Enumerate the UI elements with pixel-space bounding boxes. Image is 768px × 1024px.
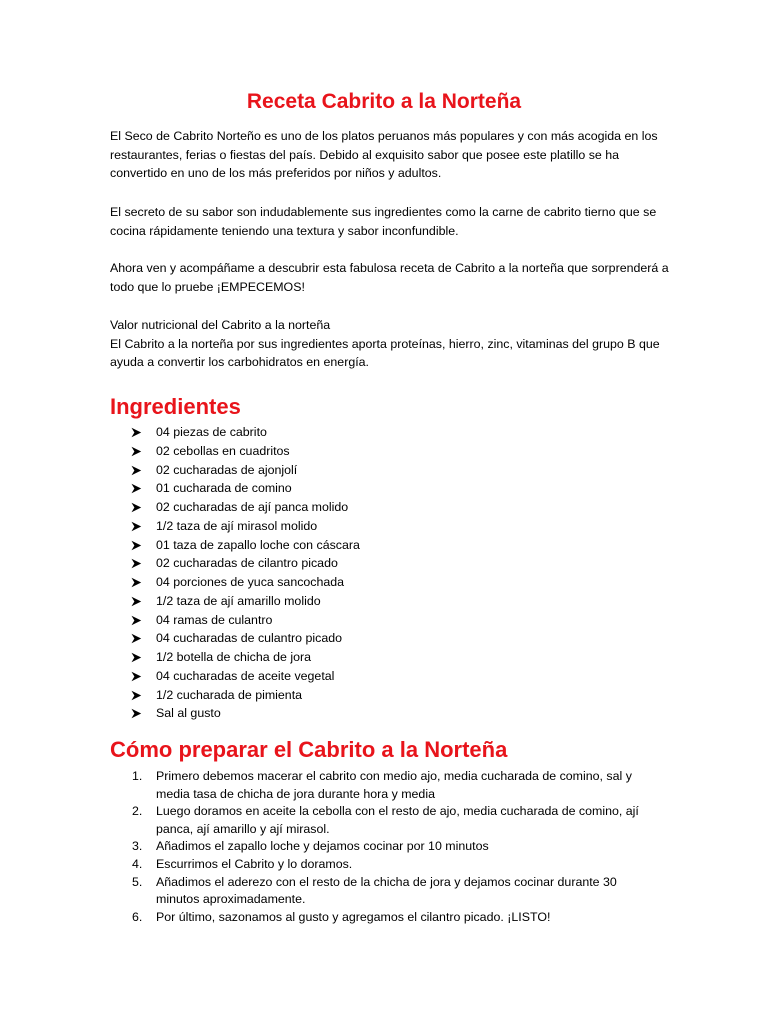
ingredient-item: 1/2 taza de ají mirasol molido — [0, 517, 768, 536]
ingredient-item: 04 piezas de cabrito — [0, 423, 768, 442]
arrowhead-bullet-icon — [131, 652, 142, 663]
preparation-step — [0, 909, 656, 927]
ingredients-heading: Ingredientes — [110, 394, 241, 419]
arrowhead-bullet-icon — [131, 708, 142, 719]
ingredient-item: 02 cucharadas de ají panca molido — [0, 498, 768, 517]
step-text: Luego doramos en aceite la cebolla con el resto de ajo, media cucharada de comino, ají panca, ají amarillo y ají mirasol. — [156, 804, 639, 836]
arrowhead-bullet-icon — [131, 521, 142, 532]
intro-paragraph-2: El secreto de su sabor son indudablemente sus ingredientes como la carne de cabrito tierno que se cocina rápidamente teniendo una textura y sabor inconfundible. — [110, 205, 657, 238]
arrowhead-bullet-icon — [131, 558, 142, 569]
arrowhead-bullet-icon — [131, 446, 142, 457]
ingredient-item: 04 cucharadas de aceite vegetal — [0, 667, 768, 686]
preparation-step — [0, 856, 656, 874]
preparation-step — [0, 874, 656, 909]
arrowhead-bullet-icon — [131, 596, 142, 607]
step-number: 5. — [132, 874, 143, 889]
ingredient-item: 1/2 taza de ají amarillo molido — [0, 592, 768, 611]
ingredient-item: 02 cucharadas de ajonjolí — [0, 461, 768, 480]
ingredient-item: 1/2 cucharada de pimienta — [0, 686, 768, 705]
arrowhead-bullet-icon — [131, 615, 142, 626]
step-number: 4. — [132, 856, 143, 871]
ingredient-item: 04 ramas de culantro — [0, 611, 768, 630]
arrowhead-bullet-icon — [131, 633, 142, 644]
arrowhead-bullet-icon — [131, 671, 142, 682]
arrowhead-bullet-icon — [131, 577, 142, 588]
ingredient-item: 1/2 botella de chicha de jora — [0, 648, 768, 667]
step-text: Primero debemos macerar el cabrito con medio ajo, media cucharada de comino, sal y media tasa de chicha de jora durante hora y media — [156, 769, 632, 801]
intro-paragraph-3: Ahora ven y acompáñame a descubrir esta fabulosa receta de Cabrito a la norteña que sorprenderá a todo que lo pruebe ¡EMPECEMOS! — [110, 261, 669, 294]
nutrition-paragraph: Valor nutricional del Cabrito a la norteña El Cabrito a la norteña por sus ingredientes aporta proteínas, hierro, zinc, vitaminas del grupo B que ayuda a convertir los carbohidratos en energía. — [110, 318, 660, 370]
step-text: Por último, sazonamos al gusto y agregamos el cilantro picado. ¡LISTO! — [156, 909, 551, 924]
step-text: Añadimos el zapallo loche y dejamos cocinar por 10 minutos — [156, 839, 489, 854]
preparation-step — [0, 768, 656, 803]
ingredient-item: 04 cucharadas de culantro picado — [0, 629, 768, 648]
intro-paragraph-1: El Seco de Cabrito Norteño es uno de los platos peruanos más populares y con más acogida en los restaurantes, ferias o fiestas del país. Debido al exquisito sabor que posee este platillo se ha convertido en uno de los más preferidos por niños y adultos. — [110, 129, 658, 181]
step-text: Escurrimos el Cabrito y lo doramos. — [156, 856, 353, 871]
ingredient-item: 01 cucharada de comino — [0, 479, 768, 498]
step-number: 6. — [132, 909, 143, 924]
preparation-steps-list — [0, 768, 768, 926]
ingredient-item: 02 cebollas en cuadritos — [0, 442, 768, 461]
preparation-step — [0, 838, 656, 856]
ingredient-item: 01 taza de zapallo loche con cáscara — [0, 536, 768, 555]
preparation-step — [0, 803, 656, 838]
arrowhead-bullet-icon — [131, 465, 142, 476]
preparation-heading: Cómo preparar el Cabrito a la Norteña — [110, 737, 508, 762]
step-number: 1. — [132, 769, 143, 783]
arrowhead-bullet-icon — [131, 540, 142, 551]
ingredient-item: 04 porciones de yuca sancochada — [0, 573, 768, 592]
arrowhead-bullet-icon — [131, 690, 142, 701]
arrowhead-bullet-icon — [131, 427, 142, 438]
arrowhead-bullet-icon — [131, 483, 142, 494]
arrowhead-bullet-icon — [131, 502, 142, 513]
ingredient-item: 02 cucharadas de cilantro picado — [0, 554, 768, 573]
step-number: 3. — [132, 839, 143, 854]
ingredient-item: Sal al gusto — [0, 704, 768, 723]
step-text: Añadimos el aderezo con el resto de la chicha de jora y dejamos cocinar durante 30 minutos aproximadamente. — [156, 874, 617, 907]
ingredients-list — [0, 423, 768, 723]
step-number: 2. — [132, 804, 143, 819]
recipe-title: Receta Cabrito a la Norteña — [246, 90, 522, 113]
